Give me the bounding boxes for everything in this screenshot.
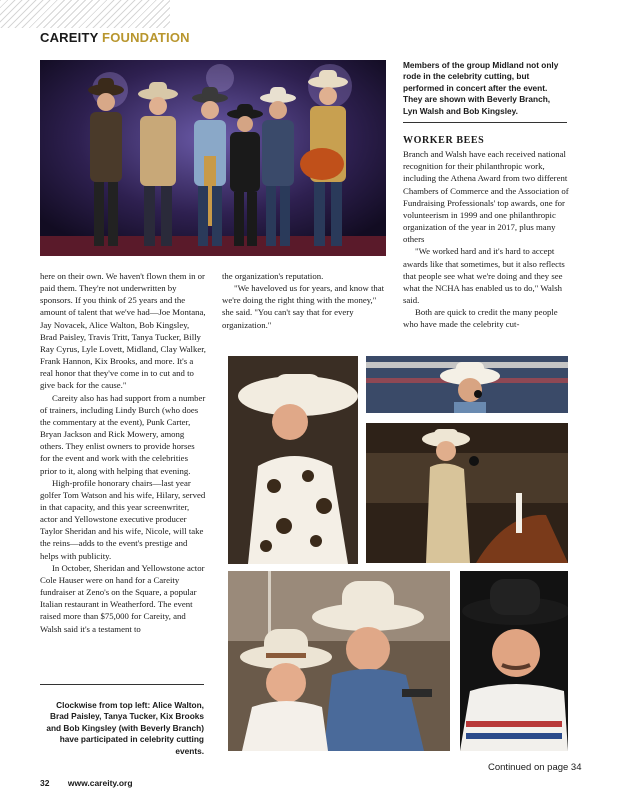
photo-brad-paisley [366, 356, 568, 413]
caption-top-right: Members of the group Midland not only rode in the celebrity cutting, but performed in concert after the event. They are shown with Beverly Branch, Lyn Walsh and Bob Kingsley. [403, 60, 559, 116]
paragraph: here on their own. We haven't flown them in or paid them. They're not underwritten by sponsors. If you think of 25 years and the amount of talent that we've had—Joe Montana, Jay Novacek, Alice Walton, Bob Kingsley, Brad Paisley, Travis Tritt, Tanya Tucker, Billy Ray Cyrus, Lyle Lovett, Midland, Clay Walker, Frank Hannon, Kix Brooks, and more. It's a real honor that they've come in to cut and to give back for the cause." [40, 271, 206, 391]
photo-bob-kingsley [460, 571, 568, 751]
page-number: 32 [40, 778, 50, 788]
paragraph: the organization's reputation. [222, 271, 324, 281]
article-column-2 [222, 270, 389, 331]
paragraph: High-profile honorary chairs—last year golfer Tom Watson and his wife, Hilary, served in that capacity, and this year screenwriter, actor and Yellowstone executive producer Taylor Sheridan and his wife, Nicole, will take the reins—adds to the event's prestige and helps with publicity. [40, 477, 206, 561]
paragraph: Both are quick to credit the many people who have made the celebrity cut- [403, 307, 558, 330]
article-column-1 [40, 270, 207, 635]
photo-alice-walton [228, 356, 358, 564]
concert-group-photo [40, 60, 386, 256]
photo-kix-brooks-beverly-branch [228, 571, 450, 751]
paragraph: "We worked hard and it's hard to accept awards like that sometimes, but it also reflects that people see what we're doing and they see what the NCHA has enabled us to do," Walsh said. [403, 246, 565, 306]
article-column-3 [403, 135, 570, 331]
caption-divider-bottom [40, 684, 204, 685]
paragraph: In October, Sheridan and Yellowstone actor Cole Hauser were on hand for a Careity fundraiser at Zeno's on the Square, a popular Italian restaurant in Weatherford. The event raised more than $75,000 for Careity, and Walsh said it's a testament to [40, 562, 205, 634]
section-sub: FOUNDATION [102, 30, 190, 45]
footer-url: www.careity.org [67, 778, 133, 788]
section-name: CAREITY [40, 30, 99, 45]
page-footer [40, 778, 133, 788]
paragraph: Careity also has had support from a number of trainers, including Lindy Burch (who does the commentary at the event), Punk Carter, Bryan Jackson and Rick Mowery, among others. They enlist owners to provide horses for the event and work with the celebrities prior to it, along with helping that evening. [40, 392, 206, 476]
caption-bottom-left: Clockwise from top left: Alice Walton, Brad Paisley, Tanya Tucker, Kix Brooks and Bob Kingsley (with Beverly Branch) have participated in celebrity cutting events. [46, 700, 204, 756]
continued-note: Continued on page 34 [488, 762, 582, 773]
corner-hatch-decoration [0, 0, 170, 28]
section-header [40, 30, 190, 45]
paragraph: Branch and Walsh have each received national recognition for their philanthropic work, including the Athena Award from two different Chambers of Commerce and the Association of Fundraising Professionals' top awards, one for volunteerism in 1999 and one philanthropic organization of the year in 2017, plus many others [403, 149, 569, 245]
caption-divider-top [403, 122, 567, 123]
photo-tanya-tucker [366, 423, 568, 563]
paragraph: "We haveloved us for years, and know that we're doing the right thing with the money," she said. "You can't say that for every organization." [222, 283, 385, 330]
subheading-worker-bees: WORKER BEES [403, 135, 485, 146]
